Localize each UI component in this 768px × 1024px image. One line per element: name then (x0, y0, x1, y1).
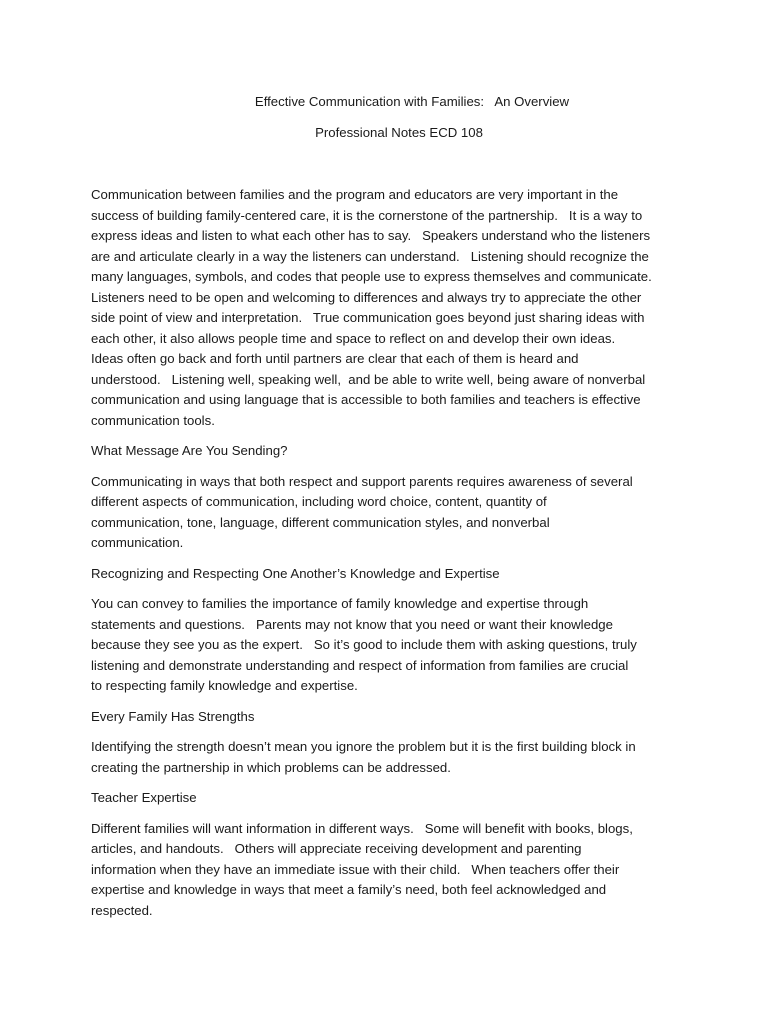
paragraph-line: Ideas often go back and forth until partners are clear that each of them is heard and (91, 351, 579, 366)
section-paragraph (91, 472, 691, 554)
paragraph-line: communication, tone, language, different communication styles, and nonverbal (91, 514, 550, 530)
section-heading: Every Family Has Strengths (91, 708, 255, 724)
paragraph-line: express ideas and listen to what each other has to say. Speakers understand who the listeners (91, 228, 651, 243)
paragraph-line: Listeners need to be open and welcoming to differences and always try to appreciate the other (91, 289, 642, 305)
paragraph-line: are and articulate clearly in a way the listeners can understand. Listening should recognize the (91, 248, 649, 264)
paragraph-line: creating the partnership in which problems can be addressed. (91, 759, 451, 775)
paragraph-line: Different families will want information in different ways. Some will benefit with books, blogs, (91, 820, 633, 836)
paragraph-line: Identifying the strength doesn’t mean you ignore the problem but it is the first building block in (91, 739, 636, 754)
paragraph-line: understood. Listening well, speaking well, and be able to write well, being aware of nonverbal (91, 371, 646, 387)
paragraph-line: different aspects of communication, including word choice, content, quantity of (91, 494, 547, 509)
section-paragraph (91, 819, 691, 922)
paragraph-line: statements and questions. Parents may not know that you need or want their knowledge (91, 616, 613, 632)
section-paragraph (91, 185, 691, 431)
paragraph-line: Communicating in ways that both respect and support parents requires awareness of several (91, 473, 633, 489)
section-heading: Teacher Expertise (91, 790, 197, 805)
section-heading: Recognizing and Respecting One Another’s Knowledge and Expertise (91, 565, 500, 581)
paragraph-line: articles, and handouts. Others will appreciate receiving development and parenting (91, 841, 582, 856)
document-body (91, 185, 691, 931)
paragraph-line: to respecting family knowledge and expertise. (91, 678, 358, 693)
paragraph-line: communication and using language that is accessible to both families and teachers is effective (91, 392, 641, 407)
paragraph-line: communication tools. (91, 412, 215, 428)
paragraph-line: information when they have an immediate issue with their child. When teachers offer their (91, 861, 620, 877)
section-paragraph (91, 594, 691, 697)
paragraph-line: Communication between families and the program and educators are very important in the (91, 187, 619, 202)
paragraph-line: success of building family-centered care, it is the cornerstone of the partnership. It is a way to (91, 207, 643, 223)
section-heading: What Message Are You Sending? (91, 443, 288, 458)
paragraph-line: You can convey to families the importance of family knowledge and expertise through (91, 596, 589, 611)
document-title: Effective Communication with Families: An Overview (254, 94, 570, 109)
paragraph-line: listening and demonstrate understanding and respect of information from families are crucial (91, 657, 629, 673)
section-paragraph (91, 737, 691, 778)
paragraph-line: expertise and knowledge in ways that meet a family’s need, both feel acknowledged and (91, 882, 607, 897)
paragraph-line: many languages, symbols, and codes that people use to express themselves and communicate. (91, 269, 652, 284)
paragraph-line: side point of view and interpretation. True communication goes beyond just sharing ideas with (91, 310, 645, 325)
document-subtitle: Professional Notes ECD 108 (315, 125, 483, 140)
paragraph-line: respected. (91, 902, 153, 918)
paragraph-line: each other, it also allows people time and space to reflect on and develop their own ideas. (91, 330, 616, 346)
paragraph-line: communication. (91, 535, 184, 550)
paragraph-line: because they see you as the expert. So it’s good to include them with asking questions, truly (91, 637, 637, 652)
